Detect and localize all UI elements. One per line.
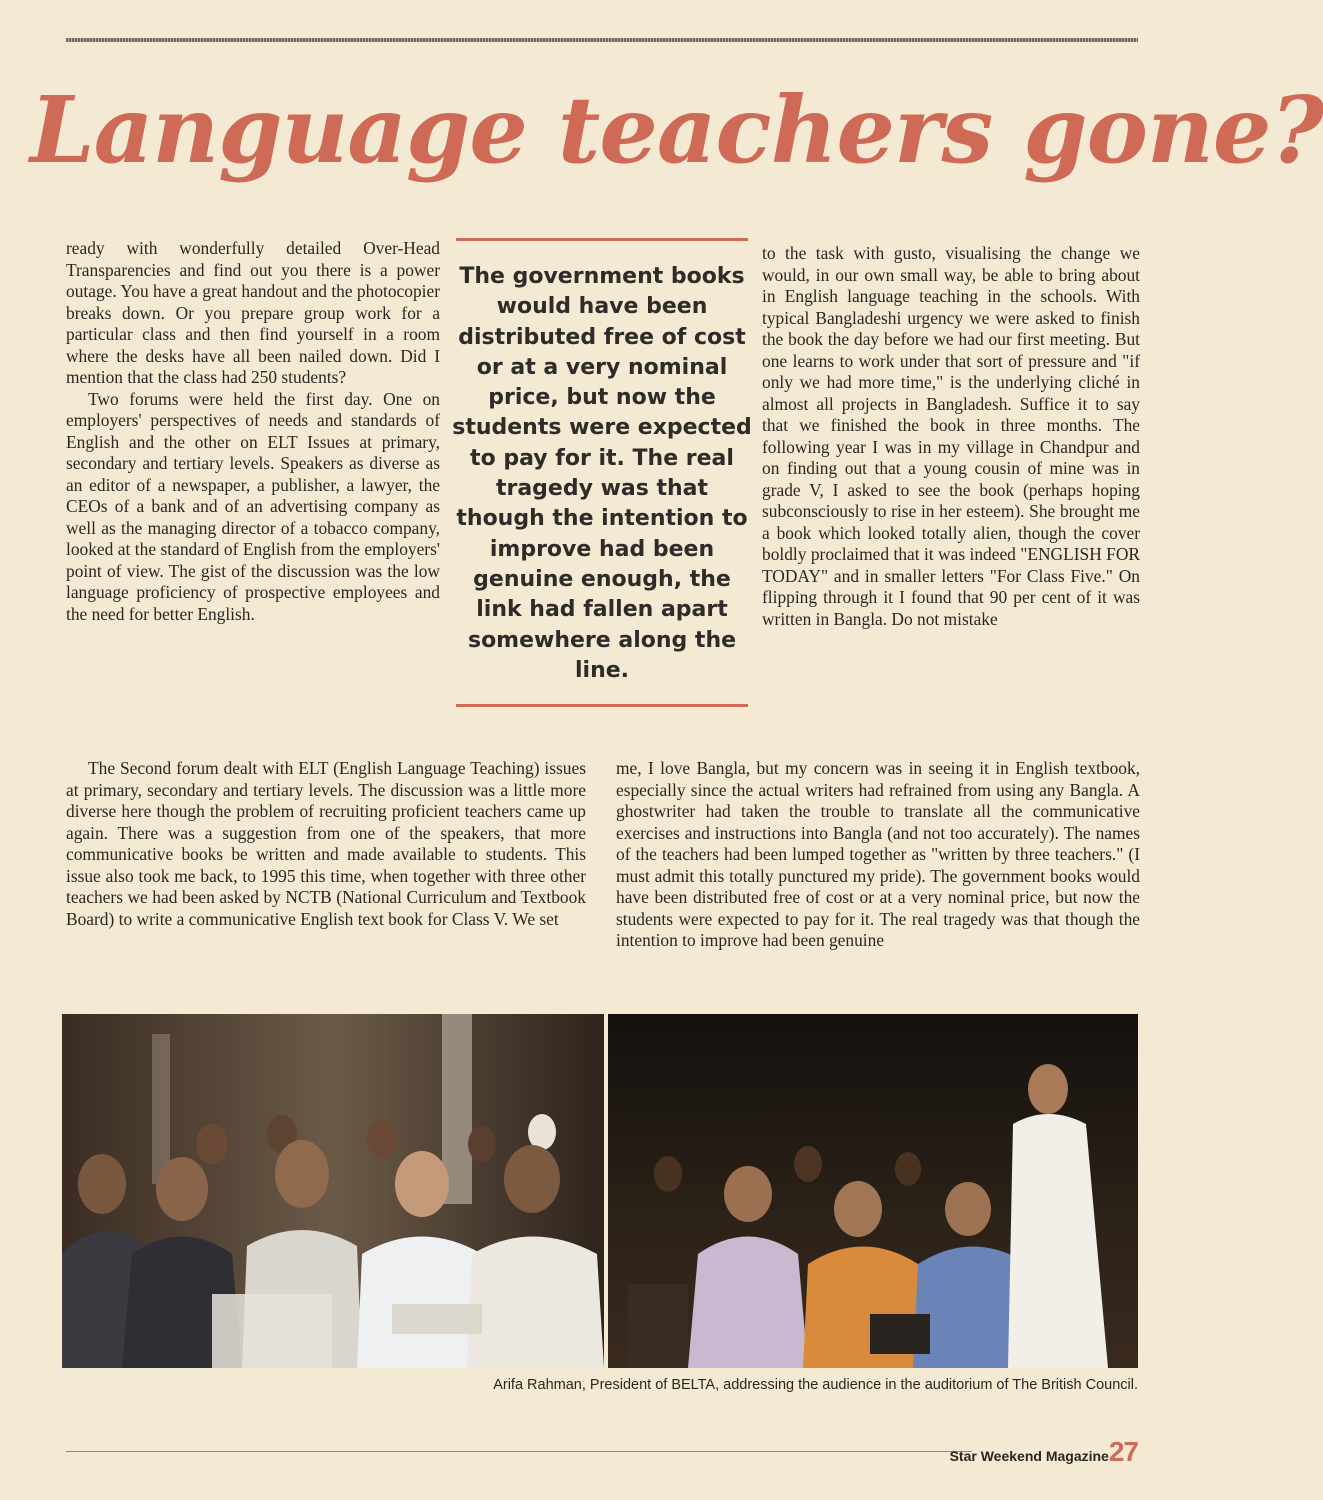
audience-photo-left [62,1014,604,1368]
pullquote: The government books would have been distributed free of cost or at a very nominal price, but now the students were expected to pay for it. The real tragedy was that though the intention to improve had been genuine enough, the link had fallen apart somewhere along the line. [452,264,752,683]
article-column-right-bottom [616,758,1140,952]
headline: Language teachers gone? [30,76,1323,184]
photo-caption: Arifa Rahman, President of BELTA, addressing the audience in the auditorium of The British Council. [493,1377,1138,1393]
pullquote-rule-top [456,238,748,241]
bottom-rule [66,1451,972,1452]
publication-name: Star Weekend Magazine [949,1448,1109,1464]
article-paragraph: The Second forum dealt with ELT (English Language Teaching) issues at primary, secondary and tertiary levels. The discussion was a little more diverse here though the problem of recruiting proficient teachers came up again. There was a suggestion from one of the speakers, that more communicative books be written and made available to students. This issue also took me back, to 1995 this time, when together with three other teachers we had been asked by NCTB (National Curriculum and Textbook Board) to write a communicative English text book for Class V. We set [66,758,586,929]
page-number: 27 [1108,1436,1138,1467]
article-paragraph: to the task with gusto, visualising the change we would, in our own small way, be able to bring about in English language teaching in the schools. With typical Bangladeshi urgency we were asked to finish the book the day before we had our first meeting. But one learns to work under that sort of pressure and "if only we had more time," is the underlying cliché in almost all projects in Bangladesh. Suffice it to say that we finished the book in three months. The following year I was in my village in Chandpur and on finding out that a young cousin of mine was in grade V, I asked to see the book (perhaps hoping subconsciously to rise in her esteem). She brought me a book which looked totally alien, though the cover boldly proclaimed that it was indeed "ENGLISH FOR TODAY" and in smaller letters "For Class Five." On flipping through it I found that 90 per cent of it was written in Bangla. Do not mistake [762,243,1140,629]
pullquote-rule-bottom [456,704,748,707]
article-column-right-top [762,243,1140,630]
top-rule [66,38,1138,42]
article-column-left-top [66,238,440,625]
page-footer [950,1438,1138,1471]
article-paragraph: Two forums were held the first day. One on employers' perspectives of needs and standards of English and the other on ELT Issues at primary, secondary and tertiary levels. Speakers as diverse as an editor of a newspaper, a publisher, a lawyer, the CEOs of a bank and of an advertising company as well as the managing director of a tobacco company, looked at the standard of English from the employers' point of view. The gist of the discussion was the low language proficiency of prospective employees and the need for better English. [66,388,440,624]
article-column-left-bottom [66,758,586,930]
audience-photo-right [608,1014,1138,1368]
article-paragraph: ready with wonderfully detailed Over-Head Transparencies and find out you there is a power outage. You have a great handout and the photocopier breaks down. Or you prepare group work for a particular class and then find yourself in a room where the desks have all been nailed down. Did I mention that the class had 250 students? [66,238,440,387]
article-paragraph: me, I love Bangla, but my concern was in seeing it in English textbook, especially since the actual writers had refrained from using any Bangla. A ghostwriter had taken the trouble to translate all the communicative exercises and instructions into Bangla (and not too accurately). The names of the teachers had been lumped together as "written by three teachers." (I must admit this totally punctured my pride). The government books would have been distributed free of cost or at a very nominal price, but now the students were expected to pay for it. The real tragedy was that though the intention to improve had been genuine [616,758,1140,950]
